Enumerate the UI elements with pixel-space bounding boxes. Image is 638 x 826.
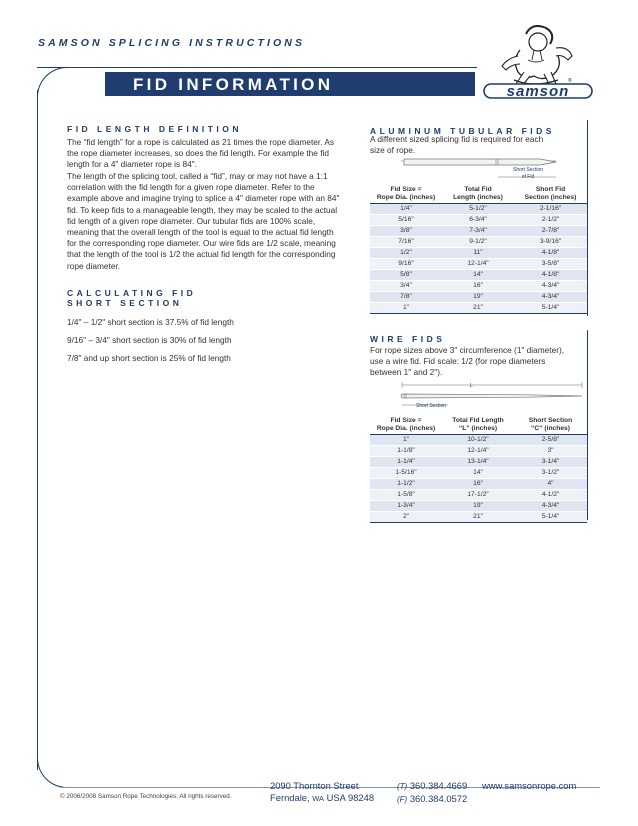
table-row	[370, 467, 587, 478]
aluminum-fid-table	[370, 183, 587, 314]
cell-short: 3-5/8"	[514, 258, 587, 269]
short-section-item-1: 1/4" – 1/2" short section is 37.5% of fid length	[67, 317, 234, 327]
cell-length: 21"	[442, 302, 514, 313]
cell-length: 9-1/2"	[442, 236, 514, 247]
samson-logo	[478, 20, 596, 102]
tubular-fid-diagram	[400, 157, 560, 183]
cell-length: 11"	[442, 247, 514, 258]
aluminum-col-header-short: Short Fid Section (inches)	[514, 183, 587, 203]
cell-short: 5-1/4"	[514, 302, 587, 313]
cell-size: 2"	[370, 511, 442, 522]
cell-short: 4-3/4"	[514, 500, 587, 511]
tubular-diagram-label-1: Short Section	[512, 167, 544, 173]
frame-top-rule	[37, 67, 477, 68]
cell-size: 1/2"	[370, 247, 442, 258]
wire-col-header-length: Total Fid Length “L” (inches)	[442, 414, 514, 434]
aluminum-intro: A different sized splicing fid is required for each size of rope.	[370, 134, 544, 156]
samson-figure-icon	[502, 26, 572, 86]
cell-length: 19"	[442, 291, 514, 302]
table-row	[370, 247, 587, 258]
address-line-1: 2090 Thornton Street	[270, 780, 359, 791]
table-row	[370, 489, 587, 500]
wire-side-rule	[587, 330, 588, 520]
cell-short: 2-7/8"	[514, 225, 587, 236]
wire-fid-shape	[401, 394, 582, 398]
cell-size: 1-1/4"	[370, 456, 442, 467]
wire-diagram-short-label: Short Section	[416, 403, 447, 409]
cell-length: 17-1/2"	[442, 489, 514, 500]
frame-corner	[37, 67, 67, 97]
samson-wordmark: samson	[506, 83, 570, 100]
cell-size: 1-1/2"	[370, 478, 442, 489]
cell-size: 1"	[370, 434, 442, 445]
short-section-heading-line-1: CALCULATING FID	[67, 288, 197, 298]
document-title: SAMSON SPLICING INSTRUCTIONS	[38, 37, 306, 49]
cell-short: 4"	[514, 478, 587, 489]
cell-length: 5-1/2"	[442, 203, 514, 214]
cell-short: 3-1/2"	[514, 467, 587, 478]
tubular-diagram-label-2: of Fid	[521, 174, 535, 180]
table-row	[370, 434, 587, 445]
aluminum-col-header-size: Fid Size = Rope Dia. (inches)	[370, 183, 442, 203]
cell-length: 16"	[442, 478, 514, 489]
cell-size: 5/16"	[370, 214, 442, 225]
cell-size: 1-5/8"	[370, 489, 442, 500]
table-row	[370, 302, 587, 313]
table-row	[370, 291, 587, 302]
cell-size: 7/8"	[370, 291, 442, 302]
cell-length: 10-1/2"	[442, 434, 514, 445]
wire-diagram-l-label: L	[470, 383, 473, 389]
cell-length: 7-3/4"	[442, 225, 514, 236]
wire-fid-table	[370, 414, 587, 523]
tubular-fid-shape	[404, 159, 556, 165]
fid-length-para-1: The “fid length” for a rope is calculated as 21 times the rope diameter. As the rope diameter increases, so does the fid length. For example the fid length for a 4" diameter rope is 84".	[67, 137, 335, 170]
footer-phones	[397, 780, 467, 806]
address-line-2: Ferndale, WA USA 98248	[270, 792, 375, 804]
cell-size: 3/8"	[370, 225, 442, 236]
cell-length: 12-1/4"	[442, 445, 514, 456]
copyright: © 2006/2008 Samson Rope Technologies. All rights reserved.	[60, 793, 232, 800]
page-title: FID INFORMATION	[133, 75, 334, 94]
cell-size: 5/8"	[370, 269, 442, 280]
short-section-item-2: 9/16" – 3/4" short section is 30% of fid length	[67, 335, 232, 345]
cell-size: 1-3/4"	[370, 500, 442, 511]
wire-heading: WIRE FIDS	[370, 334, 446, 344]
cell-short: 4-1/2"	[514, 489, 587, 500]
cell-length: 13-1/4"	[442, 456, 514, 467]
cell-length: 14"	[442, 467, 514, 478]
table-row	[370, 280, 587, 291]
cell-length: 21"	[442, 511, 514, 522]
table-row	[370, 500, 587, 511]
aluminum-heading: ALUMINUM TUBULAR FIDS	[370, 126, 555, 136]
cell-size: 9/16"	[370, 258, 442, 269]
cell-size: 1/4"	[370, 203, 442, 214]
frame-left-rule	[37, 90, 38, 770]
website-link[interactable]: www.samsonrope.com	[482, 780, 577, 791]
table-row	[370, 269, 587, 280]
short-section-item-3: 7/8" and up short section is 25% of fid length	[67, 353, 231, 363]
wire-col-header-short: Short Section “C” (inches)	[514, 414, 587, 434]
short-section-heading-line-2: SHORT SECTION	[67, 298, 183, 308]
fid-length-para-2: The length of the splicing tool, called a “fid”, may or may not have a 1:1 correlation with the fid length for a given rope diameter. Refer to the example above and imagine trying to splice a 4" diameter rope with an 84" fid. To keep fids to a manageable length, they may be scaled to the actual fid length of a given rope diameter. Our tubular fids are 100% scale, meaning that the overall length of the tool is equal to the actual fid length for the corresponding rope diameter. Our wire fids are 1/2 scale, meaning that the length of the tool is 1/2 the actual fid length for the corresponding rope diameter.	[67, 171, 340, 271]
cell-short: 3"	[514, 445, 587, 456]
svg-text:®: ®	[568, 78, 572, 84]
fax-number: (F) 360.384.0572	[397, 793, 468, 805]
cell-length: 12-1/4"	[442, 258, 514, 269]
cell-length: 6-3/4"	[442, 214, 514, 225]
table-row	[370, 236, 587, 247]
aluminum-col-header-length: Total Fid Length (inches)	[442, 183, 514, 203]
cell-short: 4-3/4"	[514, 280, 587, 291]
cell-short: 5-1/4"	[514, 511, 587, 522]
cell-short: 4-1/8"	[514, 269, 587, 280]
table-row	[370, 511, 587, 522]
cell-short: 4-3/4"	[514, 291, 587, 302]
aluminum-side-rule	[587, 120, 588, 316]
table-row	[370, 214, 587, 225]
wire-col-header-size: Fid Size = Rope Dia. (inches)	[370, 414, 442, 434]
cell-short: 3-1/4"	[514, 456, 587, 467]
phone-number[interactable]: (T) 360.384.4669	[397, 780, 468, 791]
cell-length: 16"	[442, 280, 514, 291]
cell-short: 4-1/8"	[514, 247, 587, 258]
fid-length-heading: FID LENGTH DEFINITION	[67, 124, 243, 134]
footer-address	[270, 780, 374, 805]
frame-bottom-corner	[37, 758, 67, 788]
cell-size: 1"	[370, 302, 442, 313]
cell-size: 1-1/8"	[370, 445, 442, 456]
table-row	[370, 456, 587, 467]
table-row	[370, 445, 587, 456]
cell-short: 3-9/16"	[514, 236, 587, 247]
table-row	[370, 203, 587, 214]
cell-size: 3/4"	[370, 280, 442, 291]
cell-length: 14"	[442, 269, 514, 280]
cell-length: 19"	[442, 500, 514, 511]
cell-size: 1-5/16"	[370, 467, 442, 478]
cell-short: 2-1/2"	[514, 214, 587, 225]
wire-fid-diagram	[398, 381, 588, 411]
cell-size: 7/16"	[370, 236, 442, 247]
cell-short: 2-1/16"	[514, 203, 587, 214]
table-row	[370, 258, 587, 269]
table-row	[370, 225, 587, 236]
table-row	[370, 478, 587, 489]
cell-short: 2-5/8"	[514, 434, 587, 445]
wire-intro: For rope sizes above 3" circumference (1" diameter), use a wire fid. Fid scale: 1/2 (for rope diameters between 1" and 2").	[370, 345, 565, 378]
